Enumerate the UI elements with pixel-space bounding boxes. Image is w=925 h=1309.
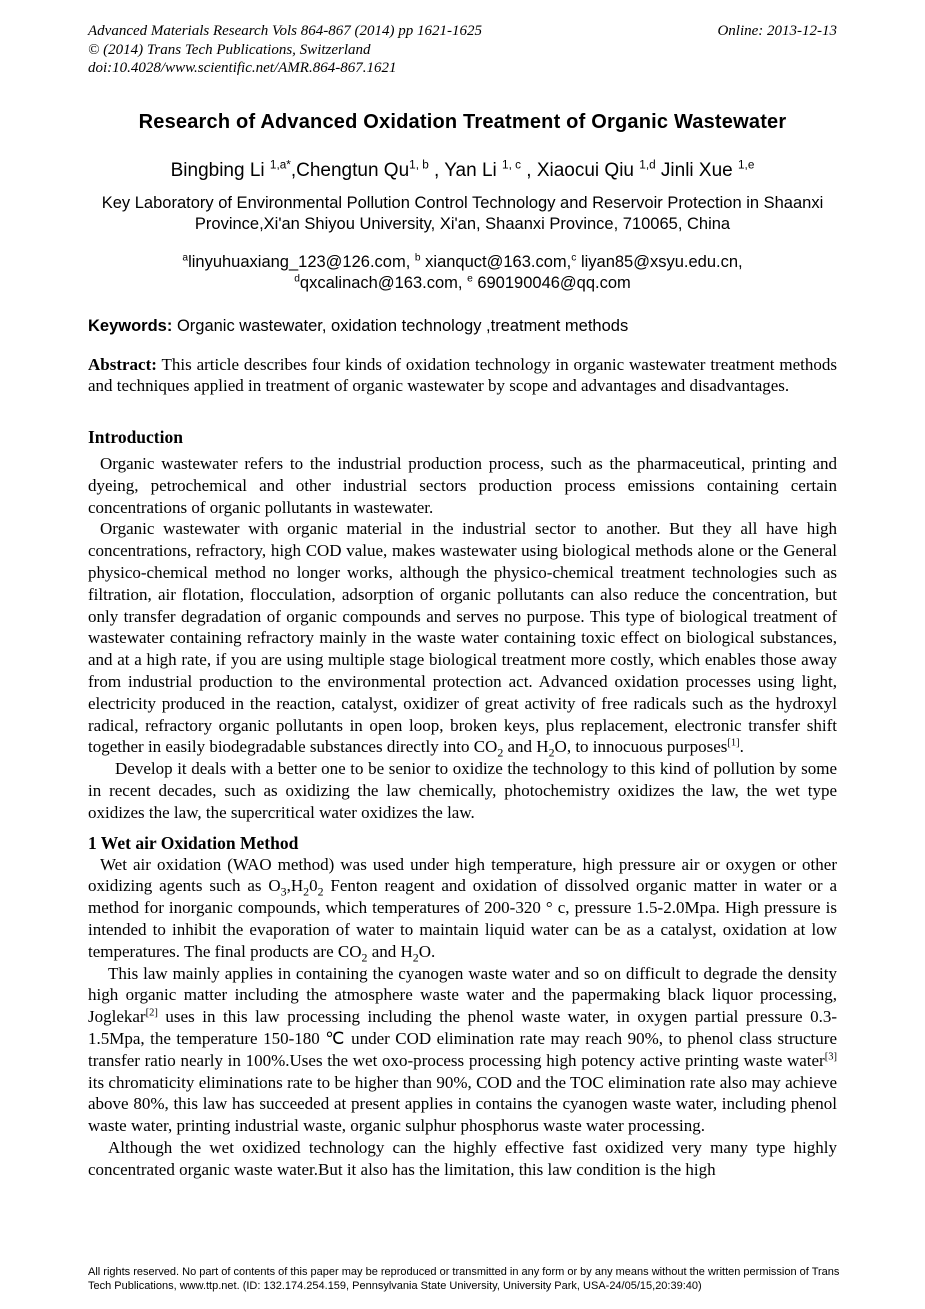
abstract-paragraph: Abstract: This article describes four kinds of oxidation technology in organic wastewater treatment methods and techniques applied in treatment of organic wastewater by scope and advantages and disadvantages. [88,354,837,396]
paper-title: Research of Advanced Oxidation Treatment of Organic Wastewater [138,110,787,133]
keywords-line: Keywords: Organic wastewater, oxidation technology ,treatment methods [88,316,629,335]
footer-line-2: Tech Publications, www.ttp.net. (ID: 132.174.254.159, Pennsylvania State University, University Park, USA-24/05/15,20:39:40) [88,1279,702,1292]
intro-paragraph-1: Organic wastewater refers to the industrial production process, such as the pharmaceutical, printing and dyeing, petrochemical and other industrial sectors production process emissions containing certain concentrations of organic pollutants in wastewater. [88,454,837,517]
intro-paragraph-3: Develop it deals with a better one to be senior to oxidize the technology to this kind of pollution by some in recent decades, such as oxidizing the law chemically, photochemistry oxidizes the law, the wet type oxidizes the law, the supercritical water oxidizes the law. [88,759,837,822]
affiliation [88,193,837,235]
affiliation-line-1: Key Laboratory of Environmental Pollution Control Technology and Reservoir Protection in Shaanxi [101,193,824,212]
author-emails [88,252,837,294]
section1-paragraph-3: Although the wet oxidized technology can the highly effective fast oxidized very many type highly concentrated organic waste water.But it also has the limitation, this law condition is the high [88,1138,837,1179]
copyright-line: © (2014) Trans Tech Publications, Switzerland [88,41,371,58]
section1-paragraph-1: Wet air oxidation (WAO method) was used under high temperature, high pressure air or oxygen or other oxidizing agents such as $O_3,H_20_2$ Fenton reagent and oxidation of dissolved organic matter in water or a method for inorganic compounds, which temperatures of 200-320 ° c, pressure 1.5-2.0Mpa. High pressure is intended to inhibit the evaporation of water to maintain liquid water can be as a catalyst, oxidation at low temperatures. The final products are $CO_2$ and $H_2O$. [88,854,837,965]
intro-heading: Introduction [88,427,183,448]
affiliation-line-2: Province,Xi'an Shiyou University, Xi'an, Shaanxi Province, 710065, China [194,214,731,233]
authors-line: Bingbing Li $^{1,a*}$,Chengtun Qu$^{1, b}$ , Yan Li $^{1, c}$ , Xiaocui Qiu $^{1,d}$ Jinli Xue $^{1,e}$ [170,158,755,181]
doi-line: doi:10.4028/www.scientific.net/AMR.864-867.1621 [88,60,397,76]
emails-line-2: $^d$qxcalinach@163.com, $^e$ 690190046@qq.com [294,273,631,292]
emails-line-1: $^a$linyuhuaxiang_123@126.com, $^b$ xianquct@163.com,$^c$ liyan85@xsyu.edu.cn, [182,252,743,271]
footer-line-1: All rights reserved. No part of contents of this paper may be reproduced or transmitted in any form or by any means without the written permission of Trans [88,1266,840,1278]
journal-citation: Advanced Materials Research Vols 864-867 (2014) pp 1621-1625 [88,23,482,39]
page-header [88,22,837,78]
intro-paragraph-2: Organic wastewater with organic material in the industrial sector to another. But they all have high concentrations, refractory, high COD value, makes wastewater using biological methods alone or the General physico-chemical method no longer works, although the physico-chemical treatment technologies such as filtration, air flotation, flocculation, adsorption of organic pollutants can also reduce the concentration, but only transfer degradation of organic compounds and serves no purpose. This type of biological treatment of wastewater containing refractory mainly in the waste water containing toxic effect on biological substances, and at a high rate, if you are using multiple stage biological treatment more costly, which enables those away from industrial production to the environmental protection act. Advanced oxidation processes using light, electricity produced in the reaction, catalyst, oxidizer of great activity of free radicals such as the hydroxyl radical, refractory organic pollutants in open loop, broken keys, plus replacement, electronic transfer shift together in easily biodegradable substances directly into $CO_2$ and $H_2O$, to innocuous purposes[1]. [88,519,837,760]
page-footer [88,1266,905,1293]
section1-paragraph-2: This law mainly applies in containing the cyanogen waste water and so on difficult to degrade the density high organic matter including the atmosphere waste water and the papermaking black liquor processing, Joglekar[2] uses in this law processing including the phenol waste water, in oxygen partial pressure 0.3-1.5Mpa, the temperature 150-180 ℃ under COD elimination rate may reach 90%, to phenol class structure transfer ratio nearly in 100%.Uses the wet oxo-process processing high potency active printing waste water[3] its chromaticity eliminations rate to be higher than 90%, COD and the TOC elimination rate also may achieve above 80%, this law has succeeded at present applies in contains the cyanogen waste water, including phenol waste water, printing industrial waste, organic sulphur phosphorus waste water processing. [88,963,837,1136]
section1-heading: 1 Wet air Oxidation Method [88,832,299,853]
online-date: Online: 2013-12-13 [717,23,837,39]
